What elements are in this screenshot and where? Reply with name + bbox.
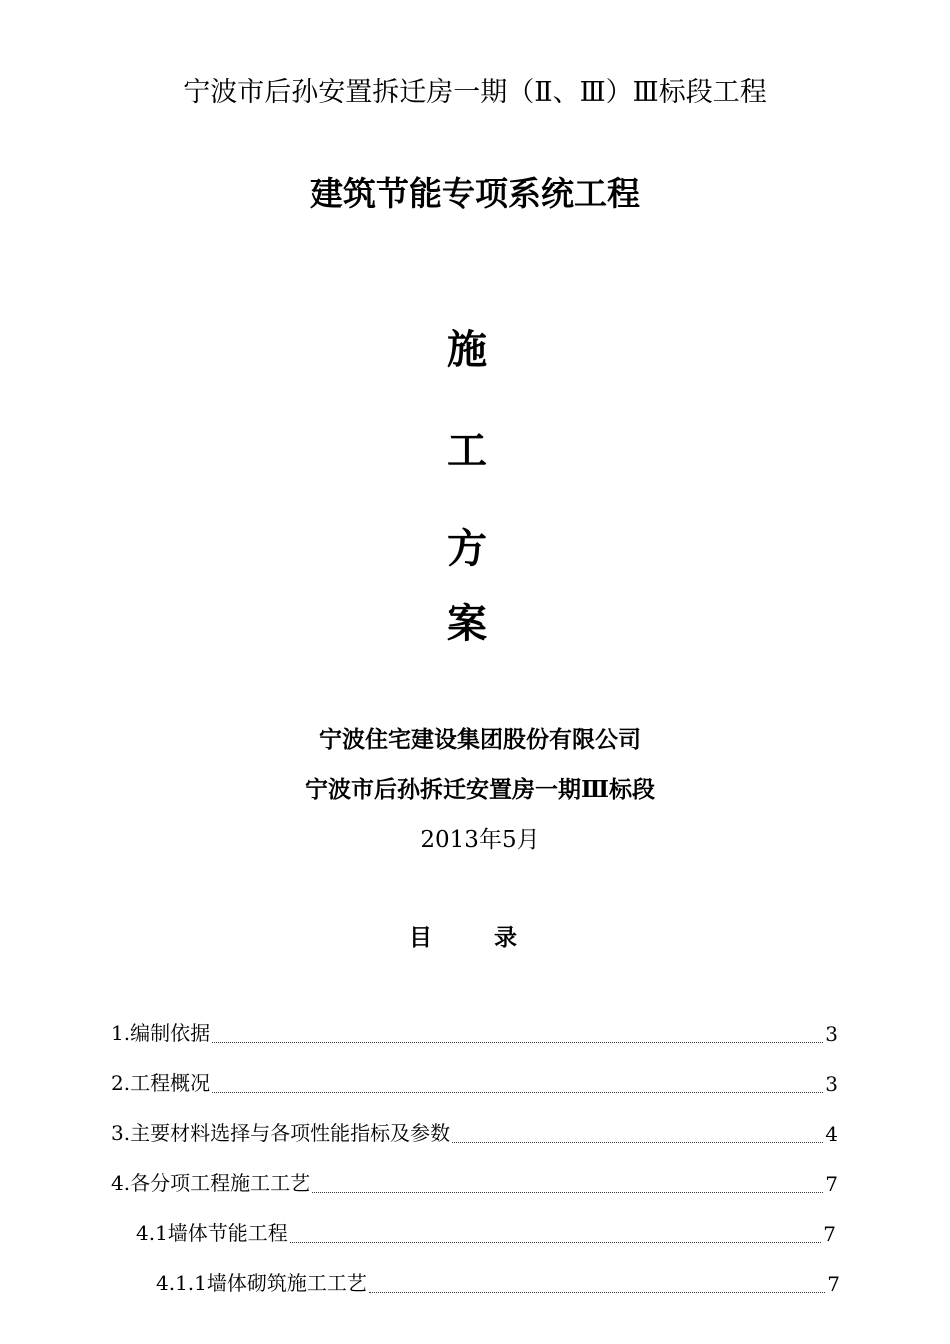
toc-entry-label: 2.工程概况 bbox=[111, 1071, 211, 1095]
toc-entry-label: 1.编制依据 bbox=[111, 1021, 211, 1045]
toc-dot-leader bbox=[212, 1042, 823, 1043]
document-date: 2013年5月 bbox=[420, 827, 540, 853]
toc-entry[interactable] bbox=[111, 1170, 838, 1196]
toc-entry-label: 3.主要材料选择与各项性能指标及参数 bbox=[111, 1121, 451, 1145]
toc-entry[interactable] bbox=[111, 1070, 838, 1096]
toc-entry-page: 4 bbox=[825, 1122, 838, 1146]
vertical-title-char-1: 施 bbox=[447, 326, 487, 373]
toc-entry[interactable] bbox=[156, 1270, 840, 1296]
toc-entry-page: 7 bbox=[825, 1172, 838, 1196]
toc-heading-left: 目 bbox=[409, 924, 432, 951]
toc-entry-label: 4.各分项工程施工工艺 bbox=[111, 1171, 311, 1195]
main-title: 建筑节能专项系统工程 bbox=[310, 174, 640, 213]
toc-entry-label: 4.1墙体节能工程 bbox=[136, 1221, 288, 1245]
company-name: 宁波住宅建设集团股份有限公司 bbox=[319, 726, 641, 753]
project-name: 宁波市后孙安置拆迁房一期（Ⅱ、Ⅲ）Ⅲ标段工程 bbox=[183, 77, 767, 108]
vertical-title-char-3: 方 bbox=[447, 525, 487, 572]
toc-entry-page: 3 bbox=[825, 1022, 838, 1046]
toc-heading-right: 录 bbox=[494, 924, 517, 951]
toc-entry-page: 7 bbox=[827, 1272, 840, 1296]
vertical-title-char-2: 工 bbox=[447, 427, 487, 474]
toc-dot-leader bbox=[312, 1192, 823, 1193]
section-name: 宁波市后孙拆迁安置房一期Ⅲ标段 bbox=[304, 776, 655, 803]
toc-entry-label: 4.1.1墙体砌筑施工工艺 bbox=[156, 1271, 367, 1295]
toc-entry-page: 7 bbox=[823, 1222, 836, 1246]
toc-dot-leader bbox=[369, 1292, 825, 1293]
toc-heading bbox=[409, 919, 517, 952]
toc-entry[interactable] bbox=[111, 1020, 838, 1046]
toc-entry[interactable] bbox=[111, 1120, 838, 1146]
vertical-title-char-4: 案 bbox=[447, 600, 487, 647]
toc-dot-leader bbox=[212, 1092, 823, 1093]
toc-dot-leader bbox=[290, 1242, 821, 1243]
toc-entry[interactable] bbox=[136, 1220, 836, 1246]
toc-dot-leader bbox=[452, 1142, 823, 1143]
toc-entry-page: 3 bbox=[825, 1072, 838, 1096]
